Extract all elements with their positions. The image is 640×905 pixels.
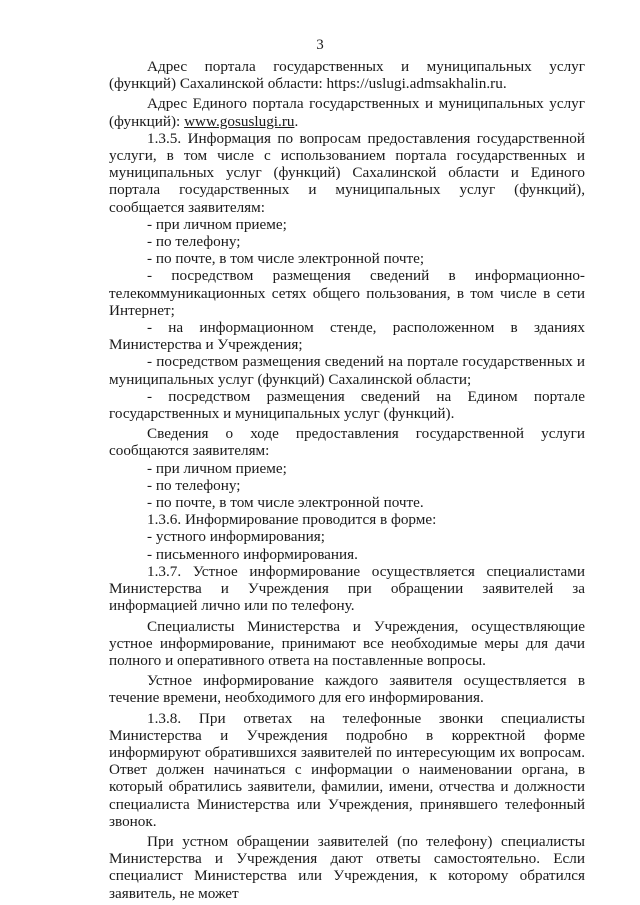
gosuslugi-link[interactable]: www.gosuslugi.ru (184, 112, 295, 130)
list-item (109, 353, 585, 387)
paragraph-text: - при личном приеме; (147, 459, 287, 477)
paragraph-text: - по почте, в том числе электронной почте. (147, 494, 424, 512)
paragraph-text: Адрес Единого портала государственных и муниципальных услуг (функций): (109, 95, 585, 130)
paragraph (109, 130, 585, 216)
list-item (109, 388, 585, 422)
document-body (109, 58, 585, 902)
paragraph-text: - по почте, в том числе электронной почте; (147, 250, 425, 268)
paragraph (109, 618, 585, 670)
paragraph-text: - письменного информирования. (147, 545, 358, 563)
list-item (109, 233, 585, 250)
paragraph-text: 1.3.7. Устное информирование осуществляется специалистами Министерства и Учреждения при обращении заявителей за информацией лично или по телефону. (109, 562, 585, 615)
paragraph-text: При устном обращении заявителей (по телефону) специалисты Министерства и Учреждения дают ответы самостоятельно. Если специалист Министерства или Учреждения, к которому обратился заявитель, не может (109, 832, 585, 902)
paragraph-text: - посредством размещения сведений на портале государственных и муниципальных услуг (функций) Сахалинской области; (109, 353, 585, 388)
list-item (109, 494, 585, 511)
paragraph-text: - посредством размещения сведений в информационно-телекоммуникационных сетях общего пользования, в том числе в сети Интернет; (109, 267, 585, 319)
paragraph (109, 833, 585, 902)
list-item (109, 216, 585, 233)
paragraph (109, 425, 585, 459)
paragraph-text: - по телефону; (147, 233, 241, 251)
paragraph-text: 1.3.8. При ответах на телефонные звонки специалисты Министерства и Учреждения подробно в корректной форме информируют обратившихся заявителей по интересующим их вопросам. Ответ должен начинаться с информации о наименовании органа, в который обратились заявители, фамилии, имени, отчества и должности специалиста Министерства или Учреждения, принявшего телефонный звонок. (109, 709, 585, 830)
paragraph (109, 710, 585, 830)
paragraph-text: - по телефону; (147, 476, 241, 494)
paragraph-text: - при личном приеме; (147, 215, 287, 233)
list-item (109, 267, 585, 319)
paragraph-text: Адрес портала государственных и муниципальных услуг (функций) Сахалинской области: https://uslugi.admsakhalin.ru. (109, 58, 585, 93)
list-item (109, 319, 585, 353)
paragraph-text: - устного информирования; (147, 528, 325, 546)
list-item (109, 460, 585, 477)
paragraph-text: 1.3.5. Информация по вопросам предоставления государственной услуги, в том числе с использованием портала государственных и муниципальных услуг (функций) Сахалинской области и Единого портала государственных и муниципальных услуг (функций), сообщается заявителям: (109, 129, 585, 216)
paragraph (109, 563, 585, 615)
paragraph (109, 95, 585, 129)
paragraph-text: Устное информирование каждого заявителя осуществляется в течение времени, необходимого для его информирования. (109, 672, 585, 707)
paragraph-text: - на информационном стенде, расположенном в зданиях Министерства и Учреждения; (109, 319, 585, 354)
list-item (109, 250, 585, 267)
list-item (109, 477, 585, 494)
list-item (109, 546, 585, 563)
list-item (109, 511, 585, 528)
paragraph (109, 672, 585, 706)
paragraph (109, 58, 585, 92)
paragraph-text: - посредством размещения сведений на Едином портале государственных и муниципальных услуг (функций). (109, 387, 585, 423)
list-item (109, 528, 585, 545)
page-number: 3 (316, 37, 324, 53)
paragraph-text: . (294, 112, 299, 130)
paragraph-text: Сведения о ходе предоставления государственной услуги сообщаются заявителям: (109, 425, 585, 460)
paragraph-text: Специалисты Министерства и Учреждения, осуществляющие устное информирование, принимают все необходимые меры для дачи полного и оперативного ответа на поставленные вопросы. (109, 617, 585, 669)
paragraph-text: 1.3.6. Информирование проводится в форме: (147, 511, 437, 529)
